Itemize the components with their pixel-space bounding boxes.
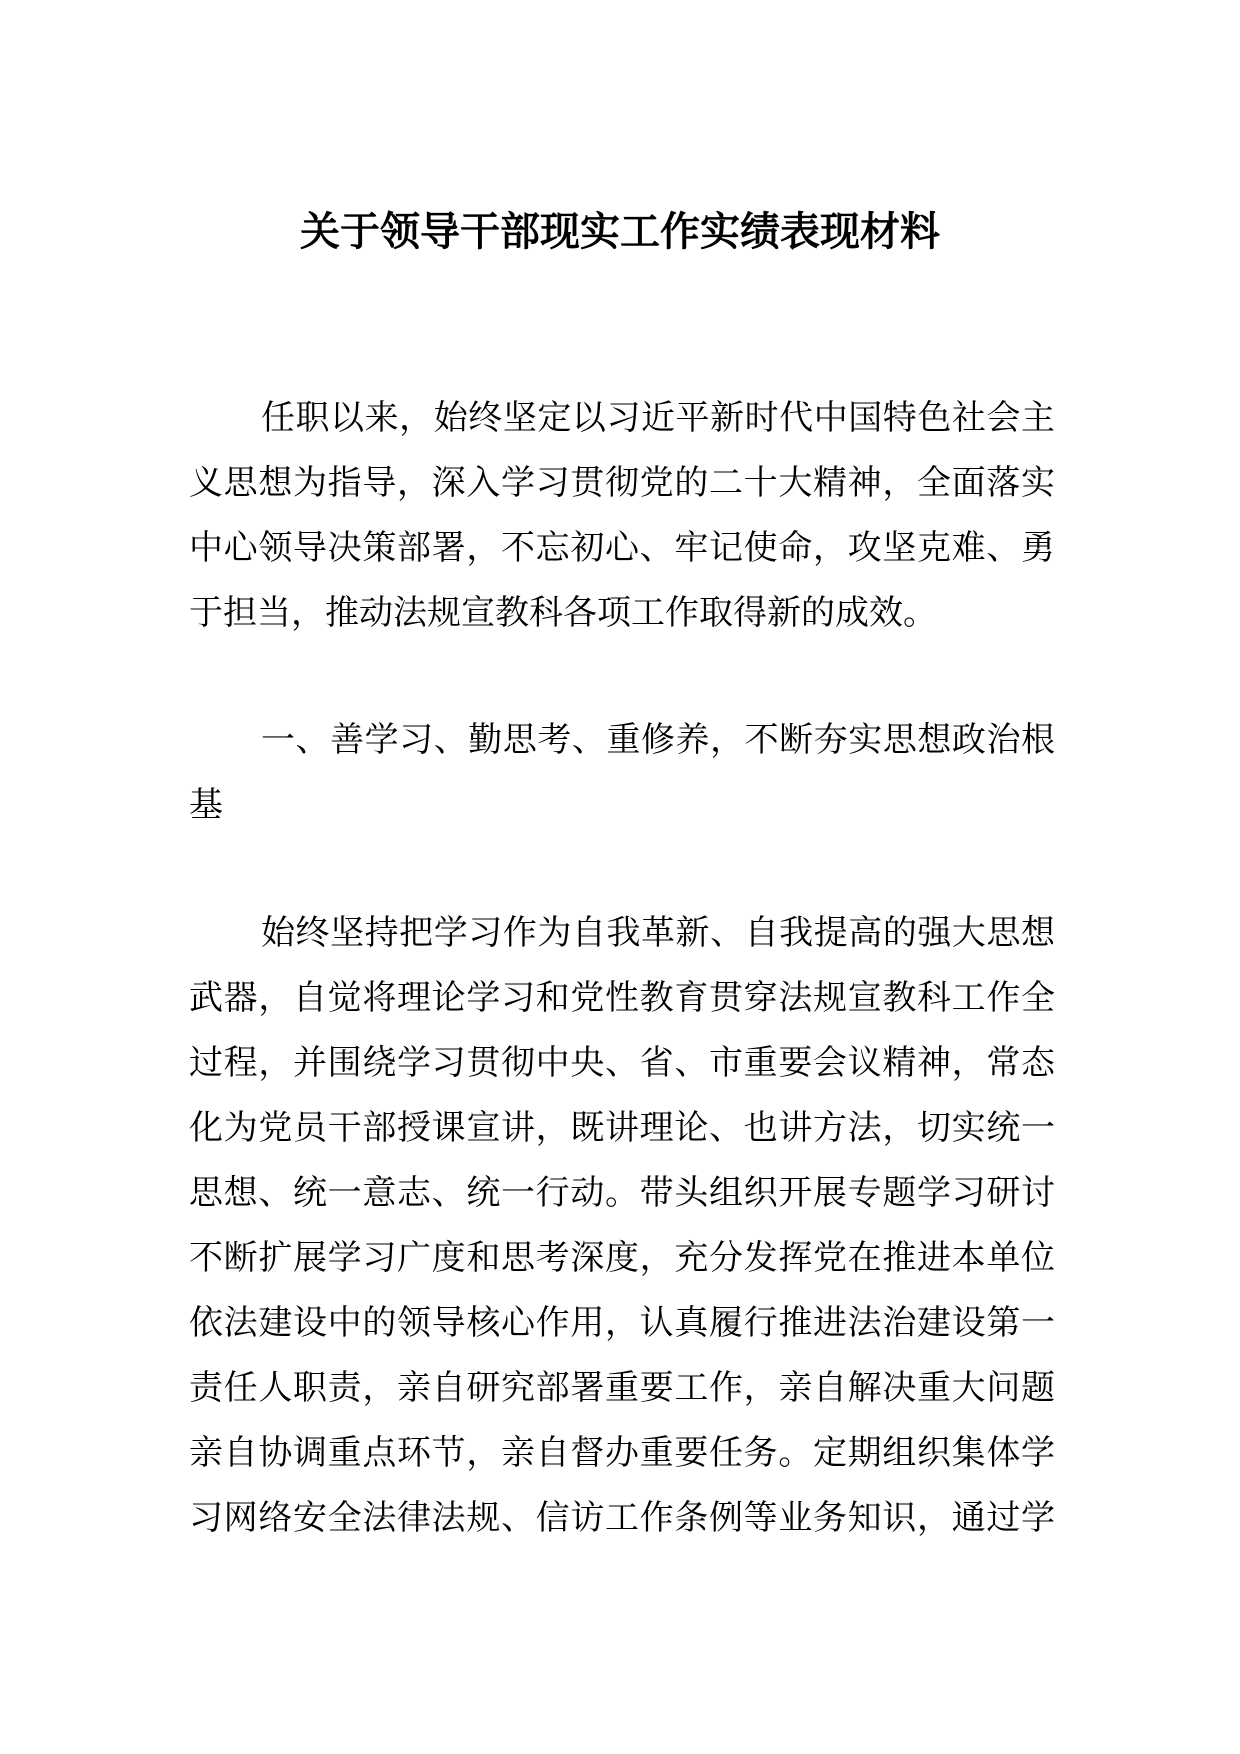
text-line: 于担当，推动法规宣教科各项工作取得新的成效。 — [189, 593, 937, 633]
text-line: 任职以来，始终坚定以习近平新时代中国特色社会主 — [261, 398, 1055, 438]
text-line: 义思想为指导，深入学习贯彻党的二十大精神，全面落实 — [189, 463, 1055, 503]
text-line: 习网络安全法律法规、信访工作条例等业务知识，通过学 — [189, 1498, 1055, 1538]
text-line: 责任人职责，亲自研究部署重要工作，亲自解决重大问题 — [189, 1368, 1055, 1408]
text-line: 始终坚持把学习作为自我革新、自我提高的强大思想 — [261, 913, 1055, 953]
paragraph-study — [189, 901, 1055, 1551]
text-line: 不断扩展学习广度和思考深度，充分发挥党在推进本单位 — [189, 1238, 1055, 1278]
text-line: 武器，自觉将理论学习和党性教育贯穿法规宣教科工作全 — [189, 978, 1055, 1018]
text-line: 依法建设中的领导核心作用，认真履行推进法治建设第一 — [189, 1303, 1055, 1343]
paragraph-intro — [189, 386, 1055, 646]
text-line: 思想、统一意志、统一行动。带头组织开展专题学习研讨 — [189, 1173, 1055, 1213]
text-line: 亲自协调重点环节，亲自督办重要任务。定期组织集体学 — [189, 1433, 1055, 1473]
text-line: 化为党员干部授课宣讲，既讲理论、也讲方法，切实统一 — [189, 1108, 1055, 1148]
section-heading-1 — [189, 708, 1055, 838]
heading-line: 一、善学习、勤思考、重修养，不断夯实思想政治根 — [261, 720, 1055, 760]
text-line: 过程，并围绕学习贯彻中央、省、市重要会议精神，常态 — [189, 1043, 1055, 1083]
document-title: 关于领导干部现实工作实绩表现材料 — [300, 209, 940, 255]
heading-line: 基 — [189, 785, 223, 825]
text-line: 中心领导决策部署，不忘初心、牢记使命，攻坚克难、勇 — [189, 528, 1055, 568]
